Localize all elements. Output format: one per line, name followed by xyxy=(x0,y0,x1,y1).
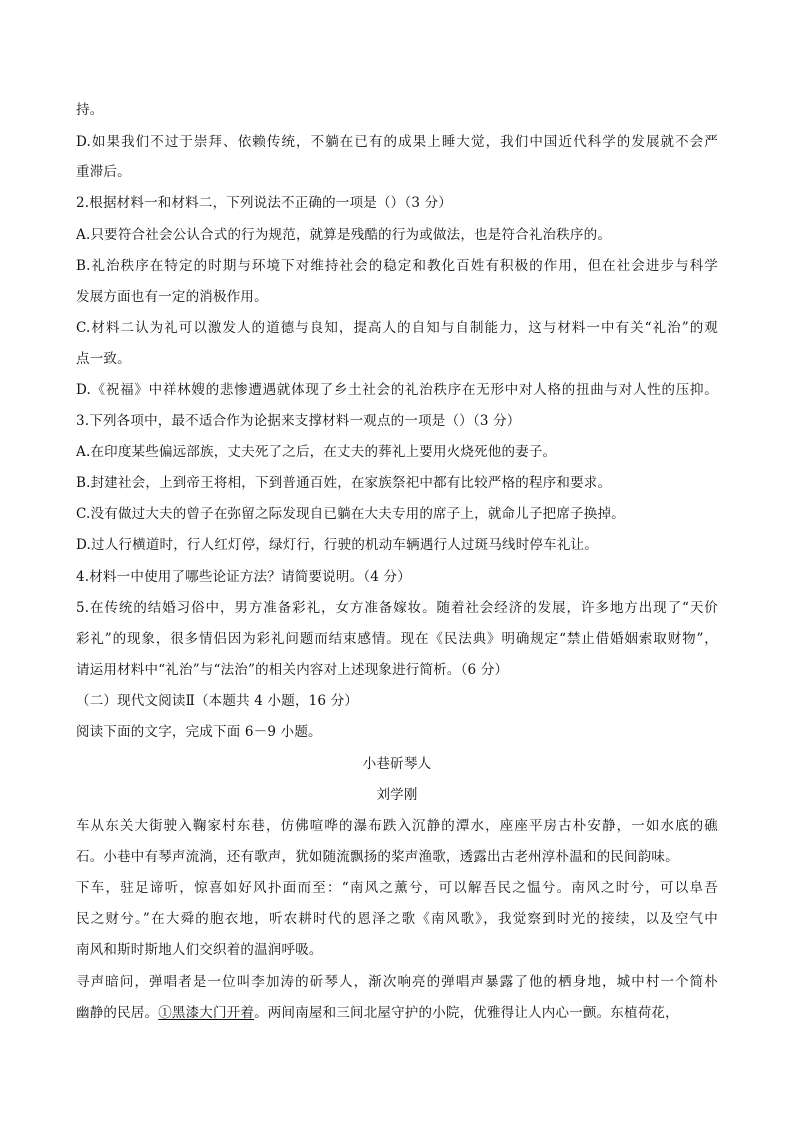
underlined-phrase: ①黑漆大门开着 xyxy=(158,1005,255,1021)
text-line: 下车，驻足谛听，惊喜如好风扑面而至：“南风之薰兮，可以解吾民之愠兮。南风之时兮，可以阜吾 xyxy=(76,880,718,896)
text-span: 。两间南屋和三间北屋守护的小院，优雅得让人内心一颤。东植荷花， xyxy=(254,1005,679,1021)
option-a: A.只要符合社会公认合式的行为规范，就算是残酷的行为或做法，也是符合礼治秩序的。 xyxy=(76,227,612,243)
text-line: 请运用材料中“礼治”与“法治”的相关内容对上述现象进行简析。（6 分） xyxy=(76,662,509,678)
question-2: 2.根据材料一和材料二，下列说法不正确的一项是（）（3 分） xyxy=(76,195,453,211)
question-5: 5.在传统的结婚习俗中，男方准备彩礼，女方准备嫁妆。随着社会经济的发展，许多地方出现了“天价 xyxy=(76,600,718,616)
option-b: B.封建社会，上到帝王将相，下到普通百姓，在家族祭祀中都有比较严格的程序和要求。 xyxy=(76,475,612,491)
option-b: B.礼治秩序在特定的时期与环境下对维持社会的稳定和教化百姓有积极的作用，但在社会进步与科学 xyxy=(76,258,718,274)
article-title: 小巷斫琴人 xyxy=(362,756,432,772)
text-line: D.如果我们不过于崇拜、依赖传统，不躺在已有的成果上睡大觉，我们中国近代科学的发展就不会严 xyxy=(76,134,718,150)
text-line: 彩礼”的现象，很多情侣因为彩礼问题而结束感情。现在《民法典》明确规定“禁止借婚姻索取财物”， xyxy=(76,631,718,647)
text-line xyxy=(76,1003,718,1023)
text-line: 车从东关大街驶入鞠家村东巷，仿佛喧哗的瀑布跌入沉静的潭水，座座平房古朴安静，一如水底的礁 xyxy=(76,818,718,834)
question-3: 3.下列各项中，最不适合作为论据来支撑材料一观点的一项是（）（3 分） xyxy=(76,413,521,429)
question-4: 4.材料一中使用了哪些论证方法？请简要说明。（4 分） xyxy=(76,569,411,585)
text-line: 点一致。 xyxy=(76,351,131,367)
option-d: D.《祝福》中祥林嫂的悲惨遭遇就体现了乡土社会的礼治秩序在无形中对人格的扭曲与对人性的压抑。 xyxy=(76,382,718,398)
option-c: C.材料二认为礼可以激发人的道德与良知，提高人的自知与自制能力，这与材料一中有关“礼治”的观 xyxy=(76,320,718,336)
text-line: 发展方面也有一定的消极作用。 xyxy=(76,289,268,305)
instruction-text: 阅读下面的文字，完成下面 6－9 小题。 xyxy=(76,724,322,740)
text-line: 持。 xyxy=(76,102,104,118)
option-d: D.过人行横道时，行人红灯停，绿灯行，行驶的机动车辆遇行人过斑马线时停车礼让。 xyxy=(76,537,598,553)
text-line: 重滞后。 xyxy=(76,164,131,180)
article-author: 刘学刚 xyxy=(376,787,418,803)
option-c: C.没有做过大夫的曾子在弥留之际发现自已躺在大夫专用的席子上，就命儿子把席子换掉。 xyxy=(76,506,625,522)
text-span: 幽静的民居。 xyxy=(76,1005,159,1021)
option-a: A.在印度某些偏远部族，丈夫死了之后，在丈夫的葬礼上要用火烧死他的妻子。 xyxy=(76,444,557,460)
section-heading: （二）现代文阅读Ⅱ（本题共 4 小题，16 分） xyxy=(76,693,359,709)
text-line: 南风和斯时斯地人们交织着的温润呼吸。 xyxy=(76,942,323,958)
text-line: 民之财兮。”在大舜的胞衣地，听农耕时代的恩泽之歌《南风歌》，我觉察到时光的接续，以及空气中 xyxy=(76,911,718,927)
text-line: 石。小巷中有琴声流淌，还有歌声，犹如随流飘扬的桨声渔歌，透露出古老州淳朴温和的民间韵味。 xyxy=(76,849,679,865)
text-line: 寻声暗问，弹唱者是一位叫李加涛的斫琴人，渐次响亮的弹唱声暴露了他的栖身地，城中村一个简朴 xyxy=(76,974,718,990)
